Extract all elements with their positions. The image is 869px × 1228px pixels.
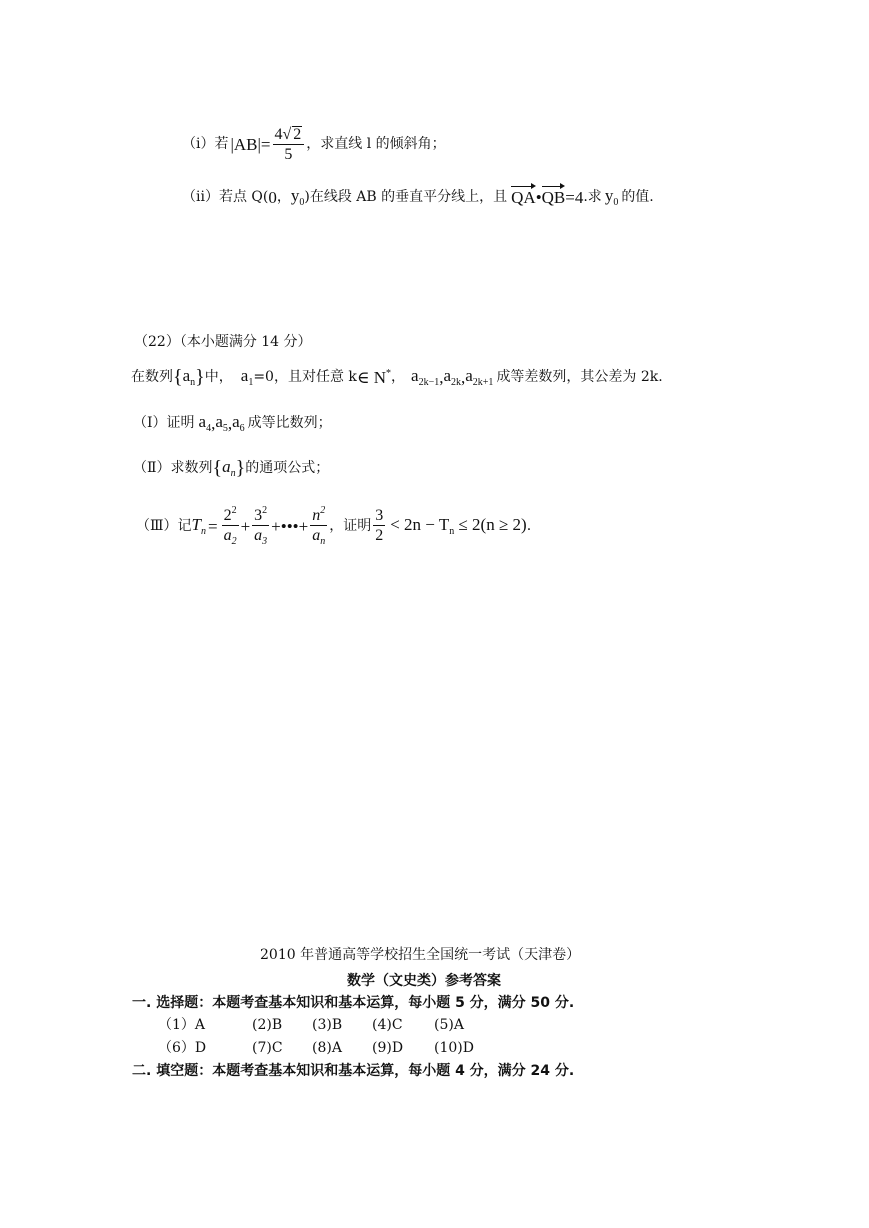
- ellipsis-sum: +•••+: [271, 516, 309, 536]
- answer-item: （6）D: [158, 1040, 207, 1056]
- tn-sub: n: [200, 525, 206, 537]
- answer-row-2: [158, 1041, 474, 1055]
- term-base: a: [198, 411, 207, 431]
- section-1-heading: 一. 选择题：本题考查基本知识和基本运算，每小题 5 分，满分 50 分.: [132, 995, 575, 1011]
- left-brace: {: [212, 457, 223, 479]
- term-sub: 4: [206, 422, 212, 434]
- y0: [605, 187, 619, 208]
- ineq-sub: n: [449, 525, 455, 537]
- comma: ，: [276, 189, 291, 205]
- frac-num: 3: [375, 507, 384, 524]
- equals-sign: =: [207, 516, 218, 536]
- frac-num-sup: 2: [262, 504, 268, 516]
- seq-an-sub: n: [230, 467, 236, 479]
- term-a2k: [443, 367, 461, 388]
- y0-sub: 0: [613, 196, 619, 208]
- p2-label: （Ⅱ）求数列: [133, 460, 213, 476]
- fraction-nsq-over-an: [310, 506, 327, 547]
- q-y: [291, 187, 305, 208]
- seq-an: [183, 367, 196, 388]
- term-a5: [215, 413, 228, 434]
- right-brace: }: [195, 366, 205, 388]
- term-sep: ,: [439, 367, 444, 387]
- p1-tail: 成等比数列；: [247, 415, 332, 431]
- ineq-right: ≤ 2(n ≥ 2): [458, 514, 527, 534]
- p2-tail: 的通项公式；: [245, 460, 330, 476]
- sqrt-symbol: √: [282, 125, 292, 143]
- answer-item: （1）A: [158, 1017, 206, 1033]
- answer-item: (5)A: [434, 1017, 464, 1033]
- a1: [241, 367, 254, 388]
- inequality: [390, 516, 527, 537]
- frac-den: a: [223, 526, 232, 544]
- frac-den: 2: [375, 527, 384, 544]
- seq-an-base: a: [182, 365, 191, 385]
- p3-label: （Ⅲ）记: [136, 518, 192, 534]
- answer-item: (7)C: [252, 1040, 283, 1056]
- term-a6: [232, 413, 245, 434]
- frac-num: 3: [254, 506, 263, 524]
- term-sep: ,: [461, 367, 466, 387]
- answer-subtitle: 数学（文史类）参考答案: [347, 973, 501, 989]
- term-base: a: [215, 411, 223, 431]
- q21-part-ii-prefix: （ii）若点 Q(: [182, 189, 269, 205]
- answer-item: (10)D: [434, 1040, 474, 1056]
- tn: [192, 516, 206, 537]
- q-x: 0: [268, 187, 277, 207]
- term-sub: 6: [239, 422, 245, 434]
- answer-title: 2010 年普通高等学校招生全国统一考试（天津卷）: [260, 947, 581, 963]
- fraction-3-over-2: [373, 508, 385, 544]
- in-n-star: [357, 369, 391, 386]
- q21-part-i-prefix: （i）若: [182, 136, 229, 152]
- frac-den-sub: 3: [262, 535, 268, 547]
- q21-part-i-suffix: ，求直线 l 的倾斜角；: [306, 136, 446, 152]
- frac-den-sub: 2: [231, 535, 237, 547]
- equals-sign: =: [260, 134, 271, 154]
- intro-t1: 在数列: [131, 369, 173, 385]
- term-a4: [199, 413, 212, 434]
- answer-item: (4)C: [372, 1017, 403, 1033]
- y0-base: y: [604, 185, 614, 205]
- term-base: a: [411, 365, 419, 385]
- dot-product: •: [535, 187, 542, 207]
- star-sup: *: [386, 367, 392, 379]
- vector-qa: QA: [511, 187, 536, 207]
- p3-end: .: [526, 518, 532, 534]
- term-sub: 2k+1: [472, 376, 494, 388]
- p3-prove: ，证明: [329, 518, 372, 534]
- q-y-base: y: [290, 185, 300, 205]
- section-2-heading: 二. 填空题：本题考查基本知识和基本运算，每小题 4 分，满分 24 分.: [132, 1063, 575, 1079]
- term-a2k-1: [411, 367, 439, 388]
- intro-t5: 成等差数列，其公差为 2k.: [496, 369, 663, 385]
- equals-4: =4: [565, 187, 584, 207]
- term-base: a: [465, 365, 473, 385]
- term-a2k+1: [465, 367, 493, 388]
- fraction-3sq-over-a3: [252, 506, 269, 547]
- answer-item: (9)D: [372, 1040, 404, 1056]
- q21-part-ii: [182, 186, 654, 208]
- q22-header: （22）（本小题满分 14 分）: [134, 334, 312, 350]
- ineq-left: < 2n − T: [390, 514, 450, 534]
- q-y-sub: 0: [299, 196, 305, 208]
- q21-part-i: [182, 124, 446, 164]
- right-brace: }: [235, 457, 246, 479]
- intro-t3: =0，且对任意 k: [253, 369, 357, 385]
- frac-num-sup: 2: [231, 504, 237, 516]
- intro-t2: 中，: [204, 369, 233, 385]
- q22-part-2: [133, 455, 329, 481]
- frac-den: a: [312, 526, 321, 544]
- frac-num: n: [312, 506, 321, 524]
- term-sep: ,: [227, 413, 233, 433]
- term-base: a: [443, 365, 451, 385]
- frac-num-root: 2: [293, 125, 302, 143]
- left-brace: {: [173, 366, 183, 388]
- frac-num-coef: 4: [274, 125, 283, 143]
- p1-label: （Ⅰ）证明: [133, 415, 195, 431]
- plus-sign: +: [240, 516, 251, 536]
- term-sep: ,: [211, 413, 216, 433]
- fraction-4-root2-over-5: [273, 126, 305, 163]
- frac-num: 2: [223, 506, 232, 524]
- q22-part-1: [133, 411, 332, 435]
- term-sub: 5: [222, 422, 228, 434]
- seq-an: [222, 458, 236, 479]
- tn-base: T: [191, 514, 201, 534]
- intro-t4: ，: [391, 369, 406, 385]
- seq-an-sub: n: [190, 376, 196, 388]
- ab-length: |AB|: [230, 134, 261, 154]
- q21-part-ii-mid: )在线段 AB 的垂直平分线上，且: [304, 189, 508, 205]
- q21-part-ii-tail: 的值.: [621, 189, 654, 205]
- in-n: ∈ N: [356, 367, 387, 387]
- answer-item: (3)B: [312, 1017, 343, 1033]
- seq-an-base: a: [222, 456, 231, 476]
- q21-part-ii-end: .求: [583, 189, 602, 205]
- fraction-2sq-over-a2: [222, 506, 239, 547]
- frac-num-sup: 2: [320, 504, 326, 516]
- a1-sub: 1: [248, 376, 254, 388]
- a1-base: a: [240, 365, 249, 385]
- frac-den-sub: n: [320, 535, 326, 547]
- frac-den: 5: [284, 145, 293, 163]
- frac-den: a: [254, 526, 263, 544]
- term-sub: 2k−1: [418, 376, 440, 388]
- q22-intro: [131, 364, 663, 390]
- term-base: a: [232, 411, 240, 431]
- vector-qb: QB: [541, 187, 566, 207]
- answer-item: (2)B: [252, 1017, 283, 1033]
- q22-part-3: [136, 500, 531, 552]
- answer-item: (8)A: [312, 1040, 342, 1056]
- term-sub: 2k: [451, 376, 461, 388]
- answer-row-1: [158, 1018, 464, 1032]
